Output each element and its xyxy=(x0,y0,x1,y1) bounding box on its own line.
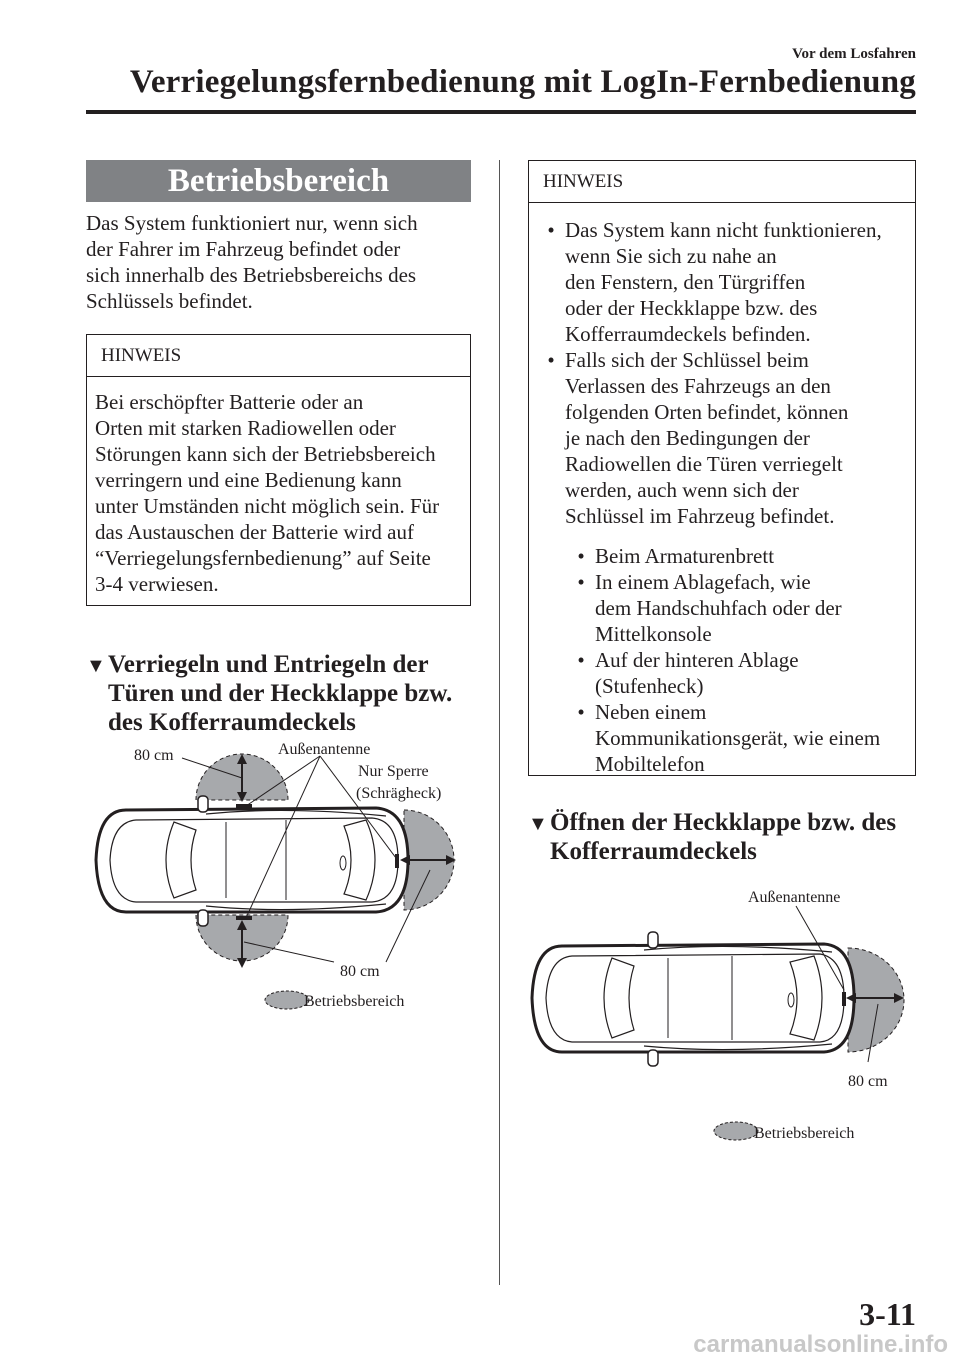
intro-line: sich innerhalb des Betriebsbereichs des xyxy=(86,263,417,287)
subheading-line: Verriegeln und Entriegeln der xyxy=(108,651,429,678)
bullet-dot-icon: • xyxy=(577,648,585,672)
bullet-dot-icon: • xyxy=(577,570,585,594)
header-rule xyxy=(86,110,916,114)
bullet-line: Beim Armaturenbrett xyxy=(595,544,775,568)
note-body xyxy=(87,377,470,609)
column-divider xyxy=(499,160,500,1285)
note-line: Bei erschöpfter Batterie oder an xyxy=(95,390,364,414)
subheading-line: des Kofferraumdeckels xyxy=(108,709,356,736)
bullet-line: Kommunikationsgerät, wie einem xyxy=(595,726,881,750)
bullet-line: Kofferraumdeckels befinden. xyxy=(565,322,811,346)
bullet-line: wenn Sie sich zu nahe an xyxy=(565,244,777,268)
antenna-rear xyxy=(842,992,846,1006)
note-line: 3-4 verwiesen. xyxy=(95,572,219,596)
operating-range-diagram-full xyxy=(86,730,486,1020)
bullet-line: In einem Ablagefach, wie xyxy=(595,570,811,594)
bullet-line: Schlüssel im Fahrzeug befindet. xyxy=(565,504,835,528)
antenna-bottom xyxy=(236,916,252,920)
bullet-dot-icon: • xyxy=(547,218,555,242)
bullet-line: Das System kann nicht funktionieren, xyxy=(565,218,882,242)
intro-line: der Fahrer im Fahrzeug befindet oder xyxy=(86,237,401,261)
note-box xyxy=(86,334,471,606)
bullet-line: Neben einem xyxy=(595,700,707,724)
note-line: Störungen kann sich der Betriebsbereich xyxy=(95,442,436,466)
note-line: Orten mit starken Radiowellen oder xyxy=(95,416,396,440)
intro-line: Das System funktioniert nur, wenn sich xyxy=(86,211,418,235)
note-line: das Austauschen der Batterie wird auf xyxy=(95,520,414,544)
bullet-line: je nach den Bedingungen der xyxy=(565,426,810,450)
triangle-marker-icon: ▼ xyxy=(86,655,106,677)
bullet-line: folgenden Orten befindet, können xyxy=(565,400,849,424)
label-80cm-top: 80 cm xyxy=(134,747,174,764)
legend-swatch xyxy=(714,1122,758,1140)
label-80cm-bottom: 80 cm xyxy=(340,963,380,980)
mirror-bottom xyxy=(648,1050,658,1066)
car-body xyxy=(532,944,854,1052)
section-banner: Betriebsbereich xyxy=(86,160,471,202)
right-column xyxy=(528,160,916,866)
bullet-line: Verlassen des Fahrzeugs an den xyxy=(565,374,831,398)
page-title: Verriegelungsfernbedienung mit LogIn-Fernbedienung xyxy=(129,64,916,100)
label-only-lock: Nur Sperre xyxy=(358,763,429,780)
bullet-line: dem Handschuhfach oder der xyxy=(595,596,842,620)
label-hatchback: (Schrägheck) xyxy=(356,785,442,802)
note-sub-bullet xyxy=(567,699,907,777)
note-line: unter Umständen nicht möglich sein. Für xyxy=(95,494,440,518)
note-sub-bullet xyxy=(567,647,907,699)
subheading-line: Türen und der Heckklappe bzw. xyxy=(108,680,453,707)
header-section-label: Vor dem Losfahren xyxy=(792,46,916,62)
note-box xyxy=(528,160,916,776)
label-antenna: Außenantenne xyxy=(278,741,371,758)
operating-range-diagram-rear xyxy=(528,880,918,1150)
intro-line: Schlüssels befindet. xyxy=(86,289,253,313)
bullet-line: oder der Heckklappe bzw. des xyxy=(565,296,818,320)
legend-label: Betriebsbereich xyxy=(754,1125,855,1142)
mirror-top xyxy=(198,796,208,812)
car-body xyxy=(96,808,408,912)
triangle-marker-icon: ▼ xyxy=(528,813,548,835)
mirror-top xyxy=(648,932,658,948)
bullet-line: werden, auch wenn sich der xyxy=(565,478,799,502)
subheading-lock-unlock xyxy=(86,650,471,737)
note-heading: HINWEIS xyxy=(529,161,915,203)
subheading-line: Kofferraumdeckels xyxy=(550,838,757,865)
bullet-dot-icon: • xyxy=(577,544,585,568)
bullet-line: Radiowellen die Türen verriegelt xyxy=(565,452,843,476)
label-antenna: Außenantenne xyxy=(748,889,841,906)
bullet-line: Auf der hinteren Ablage xyxy=(595,648,799,672)
bullet-line: (Stufenheck) xyxy=(595,674,704,698)
bullet-line: den Fenstern, den Türgriffen xyxy=(565,270,806,294)
subheading-open-tailgate xyxy=(528,808,916,866)
label-80cm: 80 cm xyxy=(848,1073,888,1090)
note-sub-bullet xyxy=(567,569,907,647)
bullet-dot-icon: • xyxy=(547,348,555,372)
note-bullet xyxy=(537,217,907,347)
page-number: 3-11 xyxy=(859,1296,916,1332)
note-line: “Verriegelungsfernbedienung” auf Seite xyxy=(95,546,431,570)
watermark-site: carmanualsonline.info xyxy=(693,1331,948,1358)
note-bullet xyxy=(537,347,907,529)
mirror-bottom xyxy=(198,910,208,926)
subheading-line: Öffnen der Heckklappe bzw. des xyxy=(550,809,897,836)
antenna-rear xyxy=(395,854,399,868)
intro-text xyxy=(86,210,471,314)
note-body xyxy=(529,203,915,789)
antenna-top xyxy=(236,804,252,808)
bullet-line: Falls sich der Schlüssel beim xyxy=(565,348,809,372)
legend-label: Betriebsbereich xyxy=(304,993,405,1010)
legend-swatch xyxy=(265,991,309,1009)
note-heading: HINWEIS xyxy=(87,335,470,377)
note-line: verringern und eine Bedienung kann xyxy=(95,468,402,492)
bullet-line: Mobiltelefon xyxy=(595,752,705,776)
note-sub-bullet xyxy=(567,543,907,569)
bullet-line: Mittelkonsole xyxy=(595,622,712,646)
left-column xyxy=(86,160,471,737)
bullet-dot-icon: • xyxy=(577,700,585,724)
